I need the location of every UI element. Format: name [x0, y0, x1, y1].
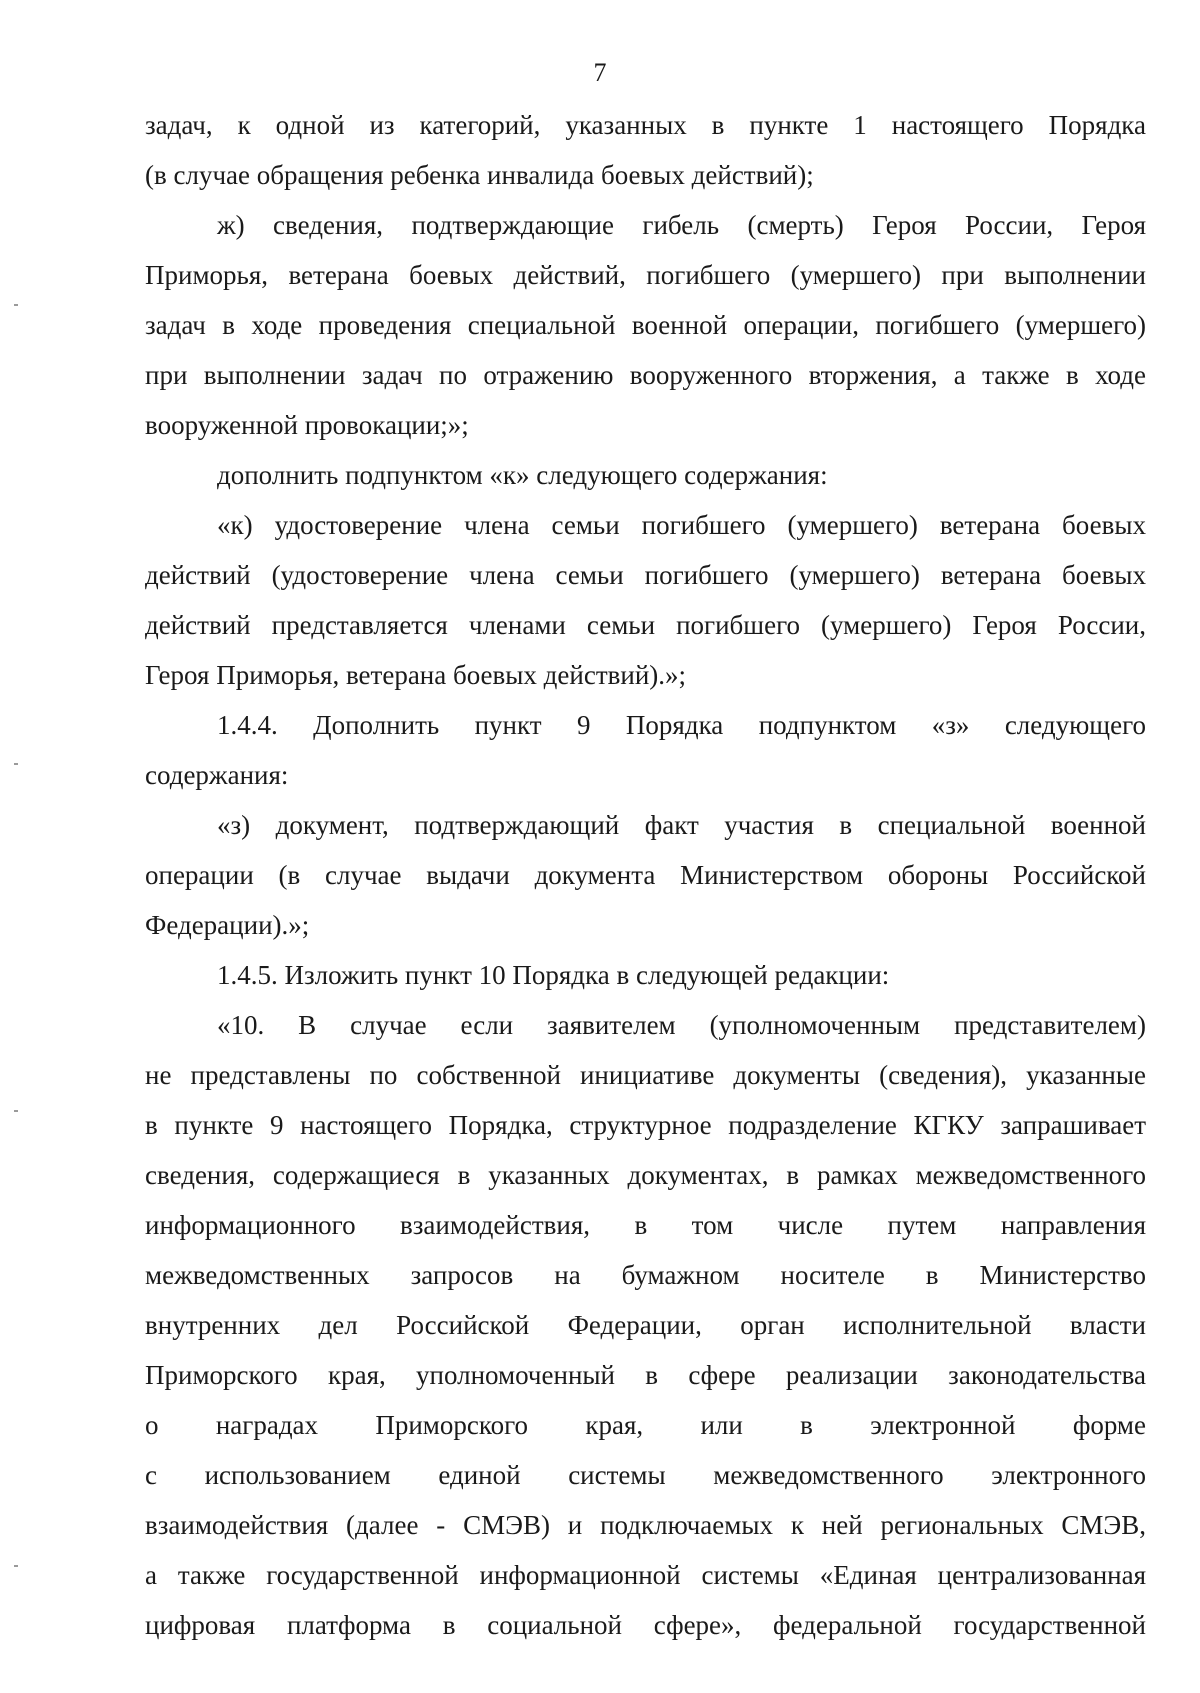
text-line: не представлены по собственной инициативе документы (сведения), указанные [145, 1060, 1146, 1090]
scan-margin-mark [14, 304, 18, 306]
text-line: «к) удостоверение члена семьи погибшего (умершего) ветерана боевых [217, 510, 1146, 540]
text-line: внутренних дел Российской Федерации, орган исполнительной власти [145, 1310, 1146, 1340]
text-line: с использованием единой системы межведомственного электронного [145, 1460, 1146, 1490]
text-line: информационного взаимодействия, в том числе путем направления [145, 1210, 1146, 1240]
text-line: 1.4.5. Изложить пункт 10 Порядка в следующей редакции: [217, 960, 890, 990]
text-line: сведения, содержащиеся в указанных документах, в рамках межведомственного [145, 1160, 1146, 1190]
text-line: межведомственных запросов на бумажном носителе в Министерство [145, 1260, 1146, 1290]
text-line: «з) документ, подтверждающий факт участия в специальной военной [217, 810, 1146, 840]
text-line: в пункте 9 настоящего Порядка, структурное подразделение КГКУ запрашивает [145, 1110, 1146, 1140]
text-line: Приморского края, уполномоченный в сфере реализации законодательства [145, 1360, 1146, 1390]
text-line: о наградах Приморского края, или в электронной форме [145, 1410, 1146, 1440]
text-line: цифровая платформа в социальной сфере», федеральной государственной [145, 1610, 1146, 1640]
text-line: содержания: [145, 760, 289, 790]
text-line: Приморья, ветерана боевых действий, погибшего (умершего) при выполнении [145, 260, 1146, 290]
text-line: задач, к одной из категорий, указанных в пункте 1 настоящего Порядка [145, 110, 1146, 140]
text-line: задач в ходе проведения специальной военной операции, погибшего (умершего) [145, 310, 1146, 340]
page-number: 7 [593, 58, 607, 87]
text-line: (в случае обращения ребенка инвалида боевых действий); [145, 160, 814, 190]
scan-margin-mark [14, 763, 18, 765]
text-line: а также государственной информационной системы «Единая централизованная [145, 1560, 1146, 1590]
text-line: дополнить подпунктом «к» следующего содержания: [217, 460, 828, 490]
text-line: операции (в случае выдачи документа Министерством обороны Российской [145, 860, 1146, 890]
document-body [145, 100, 1146, 1650]
text-line: ж) сведения, подтверждающие гибель (смерть) Героя России, Героя [217, 210, 1146, 240]
text-line: 1.4.4. Дополнить пункт 9 Порядка подпунктом «з» следующего [217, 710, 1146, 740]
text-line: вооруженной провокации;»; [145, 410, 469, 440]
text-line: действий представляется членами семьи погибшего (умершего) Героя России, [145, 610, 1146, 640]
text-line: взаимодействия (далее - СМЭВ) и подключаемых к ней региональных СМЭВ, [145, 1510, 1146, 1540]
text-line: действий (удостоверение члена семьи погибшего (умершего) ветерана боевых [145, 560, 1146, 590]
scan-margin-mark [14, 1565, 18, 1567]
scan-margin-mark [14, 1110, 18, 1112]
text-line: Федерации).»; [145, 910, 310, 940]
text-line: при выполнении задач по отражению вооруженного вторжения, а также в ходе [145, 360, 1146, 390]
text-line: «10. В случае если заявителем (уполномоченным представителем) [217, 1010, 1146, 1040]
text-line: Героя Приморья, ветерана боевых действий).»; [145, 660, 687, 690]
